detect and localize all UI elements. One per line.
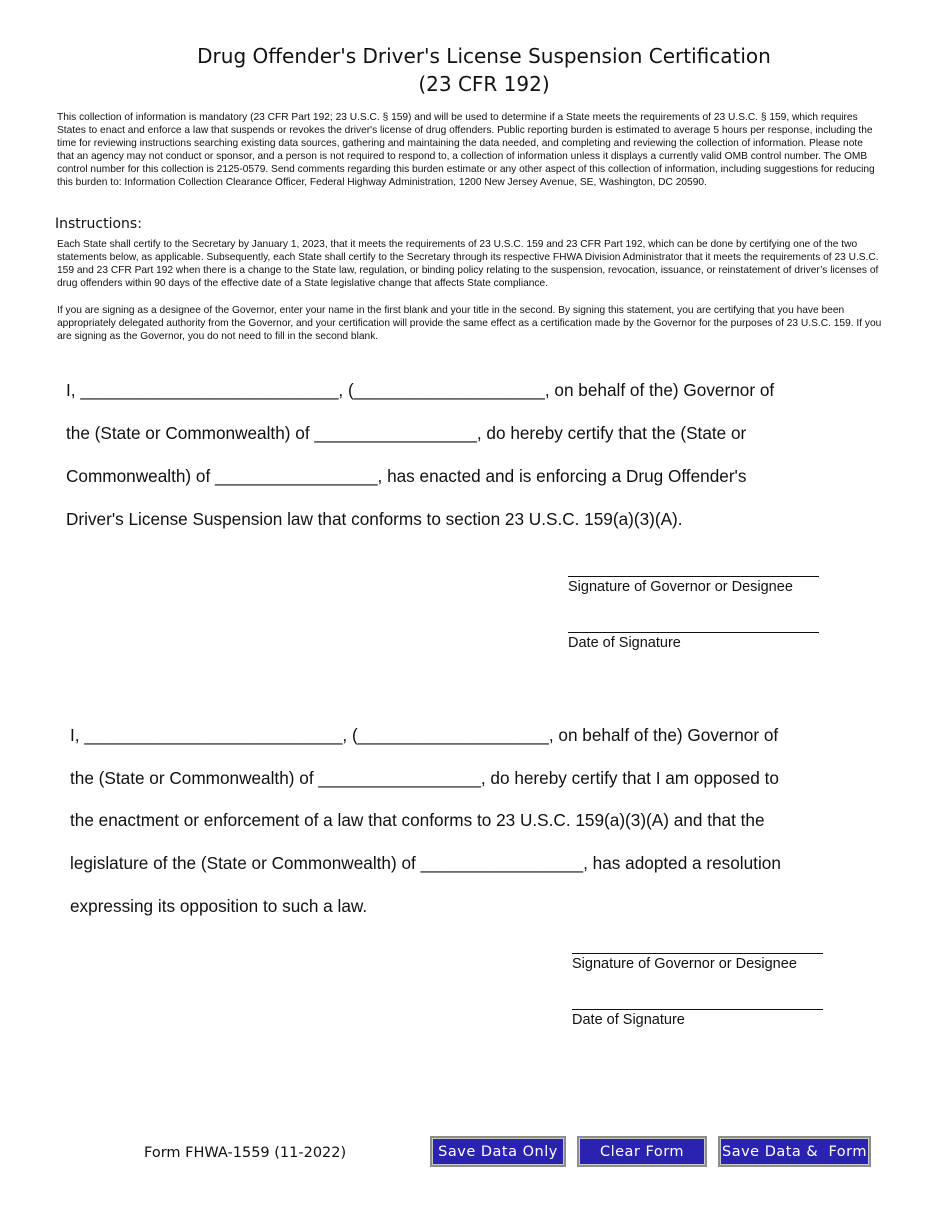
cert2-date-field[interactable] [572,1009,823,1010]
cert1-date-field[interactable] [568,632,819,633]
cert1-line-2[interactable]: the (State or Commonwealth) of _________________, do hereby certify that the (State or [66,423,747,443]
page-subtitle: (23 CFR 192) [418,72,550,96]
cert2-signature-field[interactable] [572,953,823,954]
clear-form-label: Clear Form [599,1143,685,1160]
save-data-only-label: Save Data Only [438,1143,558,1160]
page-title: Drug Offender's Driver's License Suspension Certification [197,44,771,68]
cert1-signature-label: Signature of Governor or Designee [568,579,793,595]
form-id: Form FHWA-1559 (11-2022) [144,1145,347,1161]
cert2-line-3: the enactment or enforcement of a law that conforms to 23 U.S.C. 159(a)(3)(A) and that the [70,810,765,830]
cert1-line-3[interactable]: Commonwealth) of _________________, has enacted and is enforcing a Drug Offender's [66,466,747,486]
cert1-signature-field[interactable] [568,576,819,577]
instructions-label: Instructions: [55,216,142,232]
cert2-date-label: Date of Signature [572,1012,685,1028]
cert2-line-4[interactable]: legislature of the (State or Commonwealth) of _________________, has adopted a resolution [70,853,781,873]
cert2-line-1[interactable]: I, ___________________________, (____________________, on behalf of the) Governor of [70,725,779,745]
cert1-line-4: Driver's License Suspension law that conforms to section 23 U.S.C. 159(a)(3)(A). [66,509,683,529]
save-data-and-form-button[interactable] [718,1136,871,1167]
instructions-paragraph-2: If you are signing as a designee of the Governor, enter your name in the first blank and your title in the second. By signing this statement, you are certifying that you have been appropriately delegated authority from the Governor, and your certification will provide the same effect as a certification made by the Governor for the purposes of 23 U.S.C. 159. If you are signing as the Governor, you do not need to fill in the second blank. [57,305,882,342]
cert2-line-2[interactable]: the (State or Commonwealth) of _________________, do hereby certify that I am opposed to [70,768,779,788]
cert1-line-1[interactable]: I, ___________________________, (____________________, on behalf of the) Governor of [66,380,775,400]
instructions-paragraph-1: Each State shall certify to the Secretary by January 1, 2023, that it meets the requirements of 23 U.S.C. 159 and 23 CFR Part 192, which can be done by certifying one of the two statements below, as applicable. Subsequently, each State shall certify to the Secretary through its respective FHWA Division Administrator that it meets the requirements of 23 U.S.C. 159 and 23 CFR Part 192 when there is a change to the State law, regulation, or binding policy relating to the suspension, revocation, issuance, or reinstatement of driver’s licenses of drug offenders within 90 days of the effective date of a State legislative change that affects State compliance. [57,239,879,289]
paperwork-notice: This collection of information is mandatory (23 CFR Part 192; 23 U.S.C. § 159) and will be used to determine if a State meets the requirements of 23 U.S.C. § 159, which requires States to enact and enforce a law that suspends or revokes the driver's license of drug offenders. Public reporting burden is estimated to average 5 hours per response, including the time for reviewing instructions searching existing data sources, gathering and maintaining the data needed, and completing and reviewing the collection of information. Please note that an agency may not conduct or sponsor, and a person is not required to respond to, a collection of information unless it displays a currently valid OMB control number. The OMB control number for this collection is 2125-0579. Send comments regarding this burden estimate or any other aspect of this collection of information, including suggestions for reducing this burden to: Information Collection Clearance Officer, Federal Highway Administration, 1200 New Jersey Avenue, SE, Washington, DC 20590. [57,112,875,188]
cert2-line-5: expressing its opposition to such a law. [70,896,368,916]
save-data-and-form-label: Save Data & Form [722,1143,867,1160]
cert1-date-label: Date of Signature [568,635,681,651]
cert2-signature-label: Signature of Governor or Designee [572,956,797,972]
clear-form-button[interactable] [577,1136,707,1167]
save-data-only-button[interactable] [430,1136,566,1167]
